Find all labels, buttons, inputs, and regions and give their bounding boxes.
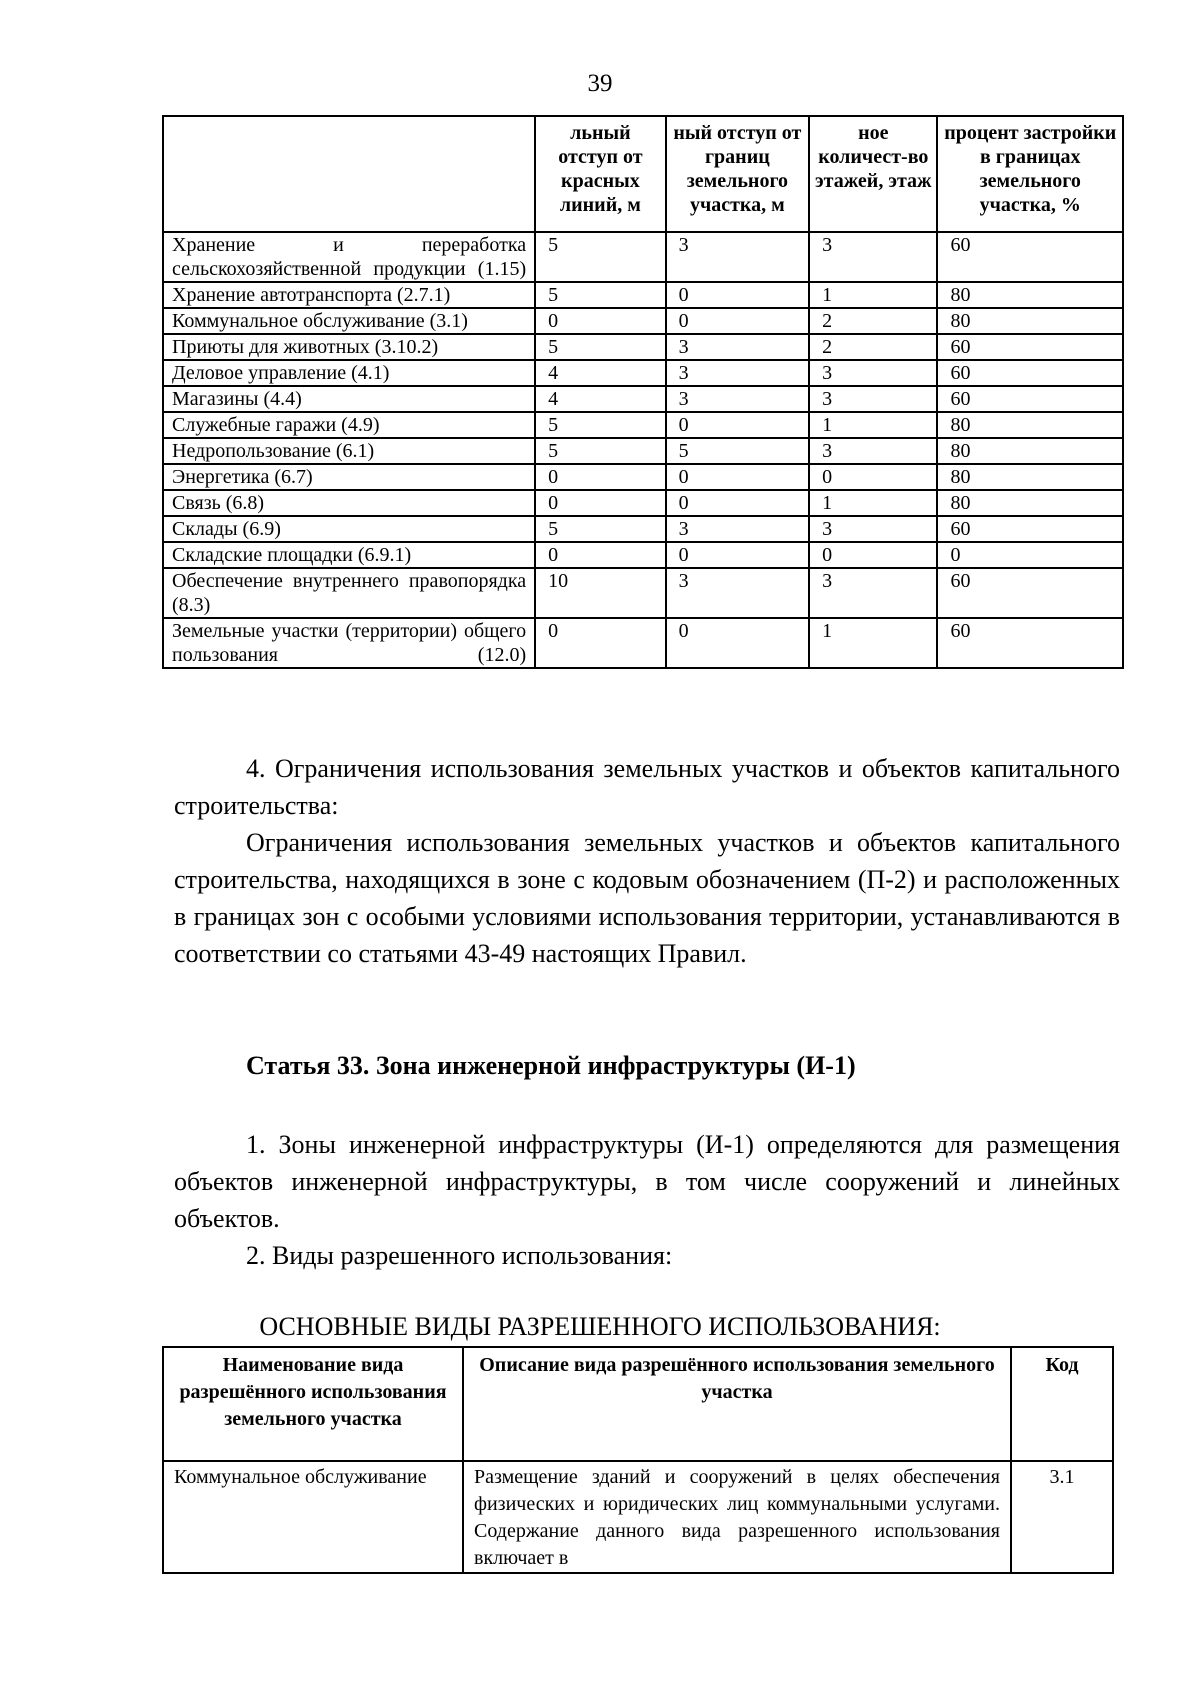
use-name-cell: Коммунальное обслуживание <box>163 1461 463 1573</box>
value-cell: 3 <box>666 232 809 282</box>
value-cell: 0 <box>535 618 666 668</box>
use-description-cell: Размещение зданий и сооружений в целях обеспечения физических и юридических лиц коммунальными услугами. Содержание данного вида разрешенного использования включает в <box>463 1461 1011 1573</box>
value-cell: 4 <box>535 386 666 412</box>
value-cell: 80 <box>937 282 1123 308</box>
value-cell: 5 <box>535 282 666 308</box>
value-cell: 3 <box>809 516 937 542</box>
use-name-cell: Хранение автотранспорта (2.7.1) <box>163 282 535 308</box>
value-cell: 0 <box>535 464 666 490</box>
value-cell: 3 <box>666 516 809 542</box>
header-cell: ный отступ от границ земельного участка, м <box>666 116 809 232</box>
use-name-cell: Приюты для животных (3.10.2) <box>163 334 535 360</box>
value-cell: 1 <box>809 618 937 668</box>
value-cell: 1 <box>809 282 937 308</box>
value-cell: 0 <box>666 412 809 438</box>
value-cell: 0 <box>666 542 809 568</box>
table-row <box>163 438 1123 464</box>
value-cell: 60 <box>937 516 1123 542</box>
table-row <box>163 360 1123 386</box>
value-cell: 80 <box>937 464 1123 490</box>
value-cell: 80 <box>937 490 1123 516</box>
value-cell: 2 <box>809 308 937 334</box>
permitted-uses-table <box>162 1346 1114 1574</box>
value-cell: 0 <box>809 464 937 490</box>
value-cell: 60 <box>937 386 1123 412</box>
table-row <box>163 1461 1113 1573</box>
value-cell: 0 <box>666 490 809 516</box>
table-row <box>163 386 1123 412</box>
value-cell: 0 <box>666 618 809 668</box>
header-cell <box>163 116 535 232</box>
value-cell: 4 <box>535 360 666 386</box>
table-row <box>163 464 1123 490</box>
value-cell: 3 <box>809 386 937 412</box>
value-cell: 80 <box>937 438 1123 464</box>
use-name-cell: Энергетика (6.7) <box>163 464 535 490</box>
value-cell: 60 <box>937 232 1123 282</box>
header-cell-code: Код <box>1011 1347 1113 1461</box>
table-caption: ОСНОВНЫЕ ВИДЫ РАЗРЕШЕННОГО ИСПОЛЬЗОВАНИЯ: <box>259 1312 941 1341</box>
paragraph-zone-definition: 1. Зоны инженерной инфраструктуры (И-1) определяются для размещения объектов инженерной инфраструктуры, в том числе сооружений и линейных объектов. <box>174 1130 1120 1233</box>
header-cell: льный отступ от красных линий, м <box>535 116 666 232</box>
table-row <box>163 516 1123 542</box>
value-cell: 0 <box>937 542 1123 568</box>
use-name-cell: Связь (6.8) <box>163 490 535 516</box>
use-name-cell: Деловое управление (4.1) <box>163 360 535 386</box>
table-row <box>163 282 1123 308</box>
building-parameters-table <box>162 115 1124 669</box>
paragraph-restrictions-title: 4. Ограничения использования земельных участков и объектов капитального строительства: <box>174 754 1120 820</box>
table-header-row <box>163 116 1123 232</box>
value-cell: 5 <box>535 232 666 282</box>
value-cell: 60 <box>937 334 1123 360</box>
header-cell-description: Описание вида разрешённого использования земельного участка <box>463 1347 1011 1461</box>
paragraph-restrictions-body: Ограничения использования земельных участков и объектов капитального строительства, находящихся в зоне с кодовым обозначением (П-2) и расположенных в границах зон с особыми условиями использования территории, устанавливаются в соответствии со статьями 43-49 настоящих Правил. <box>174 828 1120 968</box>
value-cell: 80 <box>937 412 1123 438</box>
value-cell: 3 <box>666 386 809 412</box>
value-cell: 60 <box>937 618 1123 668</box>
value-cell: 80 <box>937 308 1123 334</box>
value-cell: 3 <box>809 232 937 282</box>
value-cell: 3 <box>666 568 809 618</box>
value-cell: 3 <box>666 360 809 386</box>
table-row <box>163 618 1123 668</box>
use-code-cell: 3.1 <box>1011 1461 1113 1573</box>
header-cell-name: Наименование вида разрешённого использования земельного участка <box>163 1347 463 1461</box>
use-name-cell: Складские площадки (6.9.1) <box>163 542 535 568</box>
value-cell: 0 <box>666 308 809 334</box>
page-number: 39 <box>587 70 613 97</box>
value-cell: 0 <box>535 308 666 334</box>
value-cell: 0 <box>535 490 666 516</box>
value-cell: 5 <box>535 438 666 464</box>
use-name-cell: Обеспечение внутреннего правопорядка (8.3) <box>163 568 535 618</box>
use-name-cell: Недропользование (6.1) <box>163 438 535 464</box>
use-name-cell: Склады (6.9) <box>163 516 535 542</box>
table-row <box>163 542 1123 568</box>
value-cell: 3 <box>809 568 937 618</box>
table-row <box>163 308 1123 334</box>
article-heading: Статья 33. Зона инженерной инфраструктуры (И-1) <box>246 1051 856 1080</box>
value-cell: 1 <box>809 490 937 516</box>
table-header-row <box>163 1347 1113 1461</box>
value-cell: 60 <box>937 568 1123 618</box>
value-cell: 60 <box>937 360 1123 386</box>
value-cell: 5 <box>535 516 666 542</box>
header-cell: ное количест-во этажей, этаж <box>809 116 937 232</box>
value-cell: 5 <box>535 334 666 360</box>
table-row <box>163 334 1123 360</box>
value-cell: 3 <box>666 334 809 360</box>
value-cell: 0 <box>809 542 937 568</box>
value-cell: 10 <box>535 568 666 618</box>
paragraph-permitted-uses: 2. Виды разрешенного использования: <box>246 1241 673 1270</box>
use-name-cell: Магазины (4.4) <box>163 386 535 412</box>
value-cell: 0 <box>666 464 809 490</box>
value-cell: 0 <box>666 282 809 308</box>
value-cell: 3 <box>809 360 937 386</box>
value-cell: 3 <box>809 438 937 464</box>
table-row <box>163 232 1123 282</box>
value-cell: 5 <box>666 438 809 464</box>
table-row <box>163 412 1123 438</box>
table-row <box>163 490 1123 516</box>
use-name-cell: Коммунальное обслуживание (3.1) <box>163 308 535 334</box>
header-cell: процент застройки в границах земельного участка, % <box>937 116 1123 232</box>
table-row <box>163 568 1123 618</box>
value-cell: 1 <box>809 412 937 438</box>
use-name-cell: Хранение и переработка сельскохозяйственной продукции (1.15) <box>163 232 535 282</box>
value-cell: 2 <box>809 334 937 360</box>
value-cell: 0 <box>535 542 666 568</box>
use-name-cell: Земельные участки (территории) общего пользования (12.0) <box>163 618 535 668</box>
value-cell: 5 <box>535 412 666 438</box>
use-name-cell: Служебные гаражи (4.9) <box>163 412 535 438</box>
